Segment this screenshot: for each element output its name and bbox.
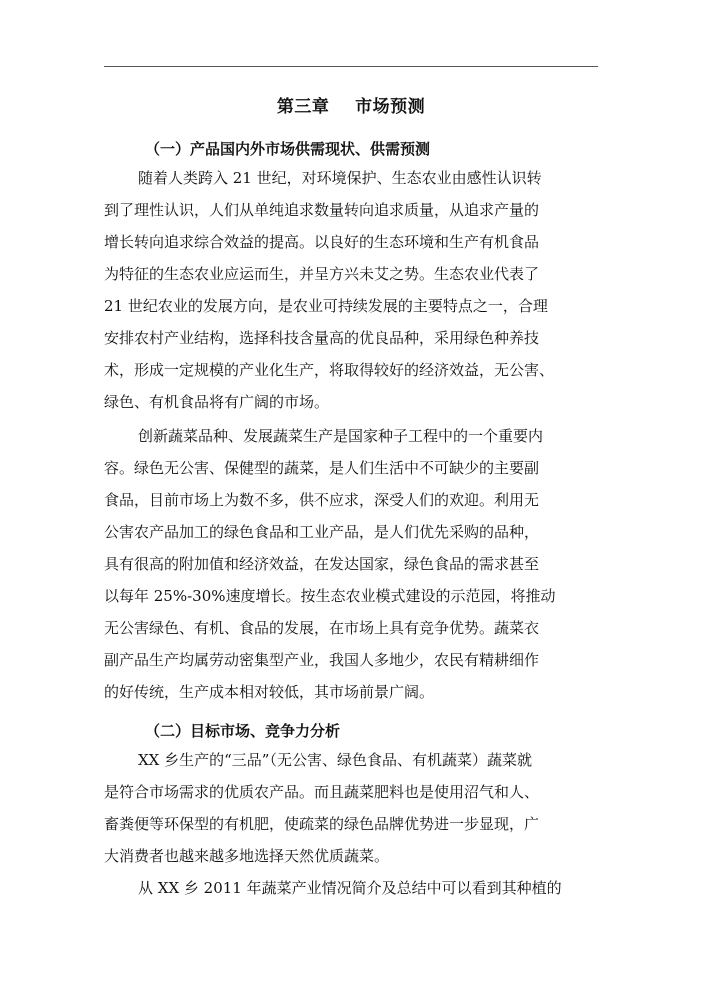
paragraph-line: 21 世纪农业的发展方向，是农业可持续发展的主要特点之一，合理 bbox=[104, 297, 548, 315]
header-rule bbox=[104, 66, 598, 67]
paragraph-line: 安排农村产业结构，选择科技含量高的优良品种，采用绿色种养技 bbox=[104, 329, 540, 347]
paragraph-line: 大消费者也越来越多地选择天然优质蔬菜。 bbox=[104, 847, 390, 865]
section-heading-2: （二）目标市场、竞争力分析 bbox=[145, 722, 341, 740]
paragraph-line: 以每年 25%-30%速度增长。按生态农业模式建设的示范园，将推动 bbox=[104, 587, 556, 605]
paragraph-line: 公害农产品加工的绿色食品和工业产品，是人们优先采购的品种， bbox=[104, 523, 540, 541]
paragraph-line: 副产品生产均属劳动密集型产业，我国人多地少，农民有精耕细作 bbox=[104, 651, 540, 669]
paragraph-line: 创新蔬菜品种、发展蔬菜生产是国家种子工程中的一个重要内 bbox=[138, 427, 544, 445]
paragraph-line: 为特征的生态农业应运而生，并呈方兴未艾之势。生态农业代表了 bbox=[104, 265, 540, 283]
paragraph-line: XX 乡生产的“三品”（无公害、绿色食品、有机蔬菜）蔬菜就 bbox=[138, 751, 532, 769]
paragraph-line: 增长转向追求综合效益的提高。以良好的生态环境和生产有机食品 bbox=[104, 233, 540, 251]
paragraph-line: 容。绿色无公害、保健型的蔬菜，是人们生活中不可缺少的主要副 bbox=[104, 459, 540, 477]
paragraph-line: 的好传统，生产成本相对较低，其市场前景广阔。 bbox=[104, 683, 435, 701]
paragraph-line: 从 XX 乡 2011 年蔬菜产业情况简介及总结中可以看到其种植的 bbox=[138, 879, 562, 897]
paragraph-line: 无公害绿色、有机、食品的发展，在市场上具有竞争优势。蔬菜衣 bbox=[104, 619, 540, 637]
paragraph-line: 绿色、有机食品将有广阔的市场。 bbox=[104, 393, 330, 411]
section-heading-1: （一）产品国内外市场供需现状、供需预测 bbox=[145, 140, 431, 158]
chapter-title: 第三章 市场预测 bbox=[276, 97, 426, 117]
paragraph-line: 食品，目前市场上为数不多，供不应求，深受人们的欢迎。利用无 bbox=[104, 491, 540, 509]
paragraph-line: 是符合市场需求的优质农产品。而且蔬菜肥料也是使用沼气和人、 bbox=[104, 783, 540, 801]
paragraph-line: 到了理性认识，人们从单纯追求数量转向追求质量，从追求产量的 bbox=[104, 201, 540, 219]
paragraph-line: 畜粪便等环保型的有机肥，使疏菜的绿色品牌优势进一步显现，广 bbox=[104, 815, 540, 833]
paragraph-line: 术，形成一定规模的产业化生产，将取得较好的经济效益，无公害、 bbox=[104, 361, 555, 379]
paragraph-line: 具有很高的附加值和经济效益，在发达国家，绿色食品的需求甚至 bbox=[104, 555, 540, 573]
paragraph-line: 随着人类跨入 21 世纪，对环境保护、生态农业由感性认识转 bbox=[138, 169, 542, 187]
